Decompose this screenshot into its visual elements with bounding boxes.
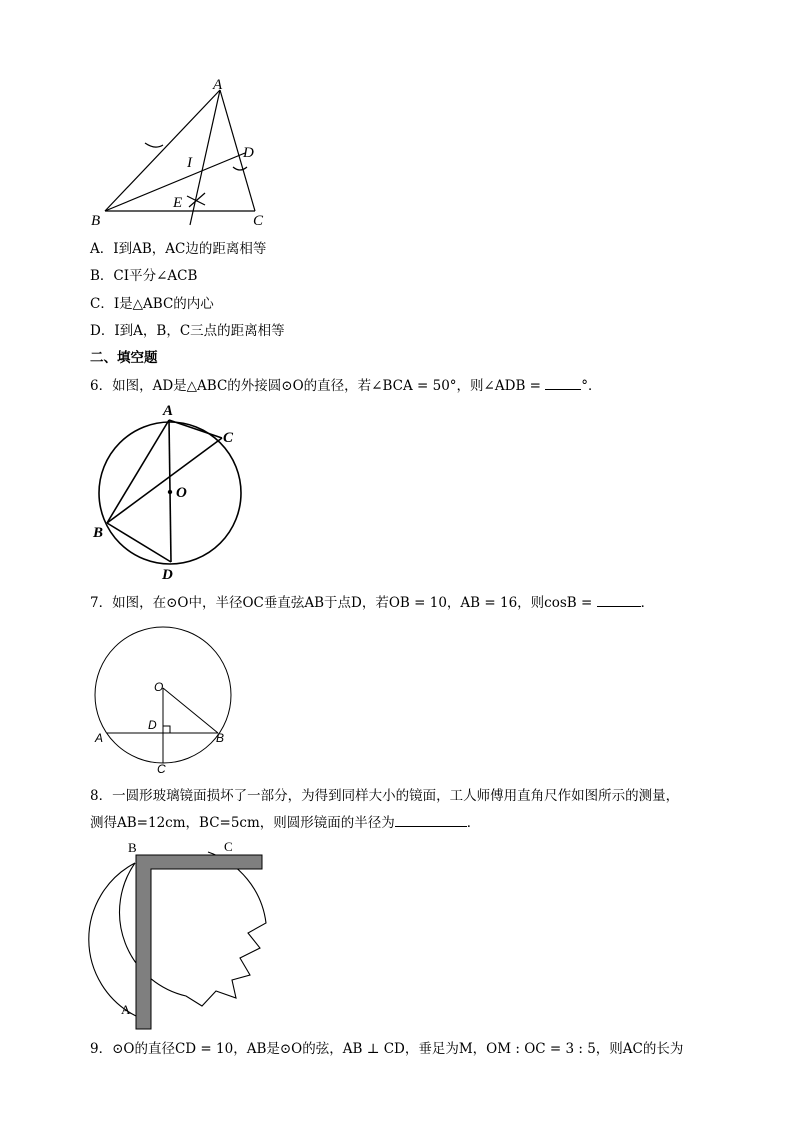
question-6 xyxy=(90,377,602,395)
option-d-letter: D． xyxy=(90,323,115,339)
label-i: I xyxy=(187,155,192,171)
question-9: 9．⊙O的直径CD = 10，AB是⊙O的弦，AB ⊥ CD，垂足为M，OM : OC = 3 : 5，则AC的长为 xyxy=(90,1041,684,1057)
figure-broken-mirror xyxy=(88,838,278,1033)
question-7-tail: ． xyxy=(640,595,655,611)
label-d: D xyxy=(243,145,254,161)
label-c: C xyxy=(253,213,264,229)
right-angle-ruler xyxy=(136,855,262,1029)
answer-blank-6[interactable] xyxy=(545,377,581,390)
option-a xyxy=(90,240,266,258)
figure-circle-diameter xyxy=(85,400,255,585)
question-8-line1: 8．一圆形玻璃镜面损坏了一部分，为得到同样大小的镜面，工人师傅用直角尺作如图所示的测量， xyxy=(90,788,680,804)
option-c-letter: C． xyxy=(90,296,114,312)
label-a: A xyxy=(213,77,223,93)
label-c: C xyxy=(157,762,166,776)
question-7 xyxy=(90,594,654,612)
label-b: B xyxy=(128,840,137,855)
answer-blank-8[interactable] xyxy=(395,814,467,827)
question-8-tail: ． xyxy=(466,815,481,831)
label-d: D xyxy=(162,567,173,583)
label-a: A xyxy=(95,731,104,745)
arc-mark-1 xyxy=(145,143,163,147)
question-7-text: 7．如图，在⊙O中，半径OC垂直弦AB于点D，若OB = 10，AB = 16，则cosB = xyxy=(90,595,597,611)
option-b-text: CI平分∠ACB xyxy=(113,268,198,284)
label-a: A xyxy=(121,1002,131,1017)
label-e: E xyxy=(173,195,183,211)
option-a-letter: A． xyxy=(90,241,114,257)
option-c-text: I是△ABC的内心 xyxy=(113,296,214,312)
chord-bc xyxy=(107,438,222,523)
label-c: C xyxy=(224,839,233,854)
chord-ac xyxy=(169,420,222,438)
figure-circle-chord xyxy=(88,618,248,778)
figure-triangle-incenter xyxy=(85,75,285,235)
answer-blank-7[interactable] xyxy=(597,594,641,607)
label-b: B xyxy=(93,525,104,541)
label-b: B xyxy=(91,213,101,229)
chord-ab xyxy=(107,420,169,523)
label-b: B xyxy=(216,731,225,745)
radius-ob xyxy=(163,688,218,733)
option-d xyxy=(90,322,285,340)
question-8-text: 测得AB=12cm，BC=5cm，则圆形镜面的半径为 xyxy=(90,815,395,831)
arc-mark-2 xyxy=(233,167,247,170)
label-d: D xyxy=(148,718,157,732)
label-o: O xyxy=(176,485,187,501)
side-ab xyxy=(105,90,220,211)
label-c: C xyxy=(223,430,234,446)
option-b xyxy=(90,267,197,285)
option-c xyxy=(90,295,214,313)
question-6-tail: °． xyxy=(581,378,602,394)
question-6-text: 6．如图，AD是△ABC的外接圆⊙O的直径，若∠BCA = 50°，则∠ADB = xyxy=(90,378,546,394)
option-d-text: I到A，B，C三点的距离相等 xyxy=(114,323,285,339)
option-a-text: I到AB，AC边的距离相等 xyxy=(113,241,267,257)
section-title: 二、填空题 xyxy=(90,350,158,366)
label-a: A xyxy=(163,403,174,419)
option-b-letter: B． xyxy=(90,268,114,284)
broken-circle-left-arc xyxy=(89,863,136,1016)
right-angle-mark xyxy=(163,726,170,733)
question-8-line2 xyxy=(90,814,480,832)
center-dot-o xyxy=(168,490,172,494)
label-o: O xyxy=(154,680,164,694)
